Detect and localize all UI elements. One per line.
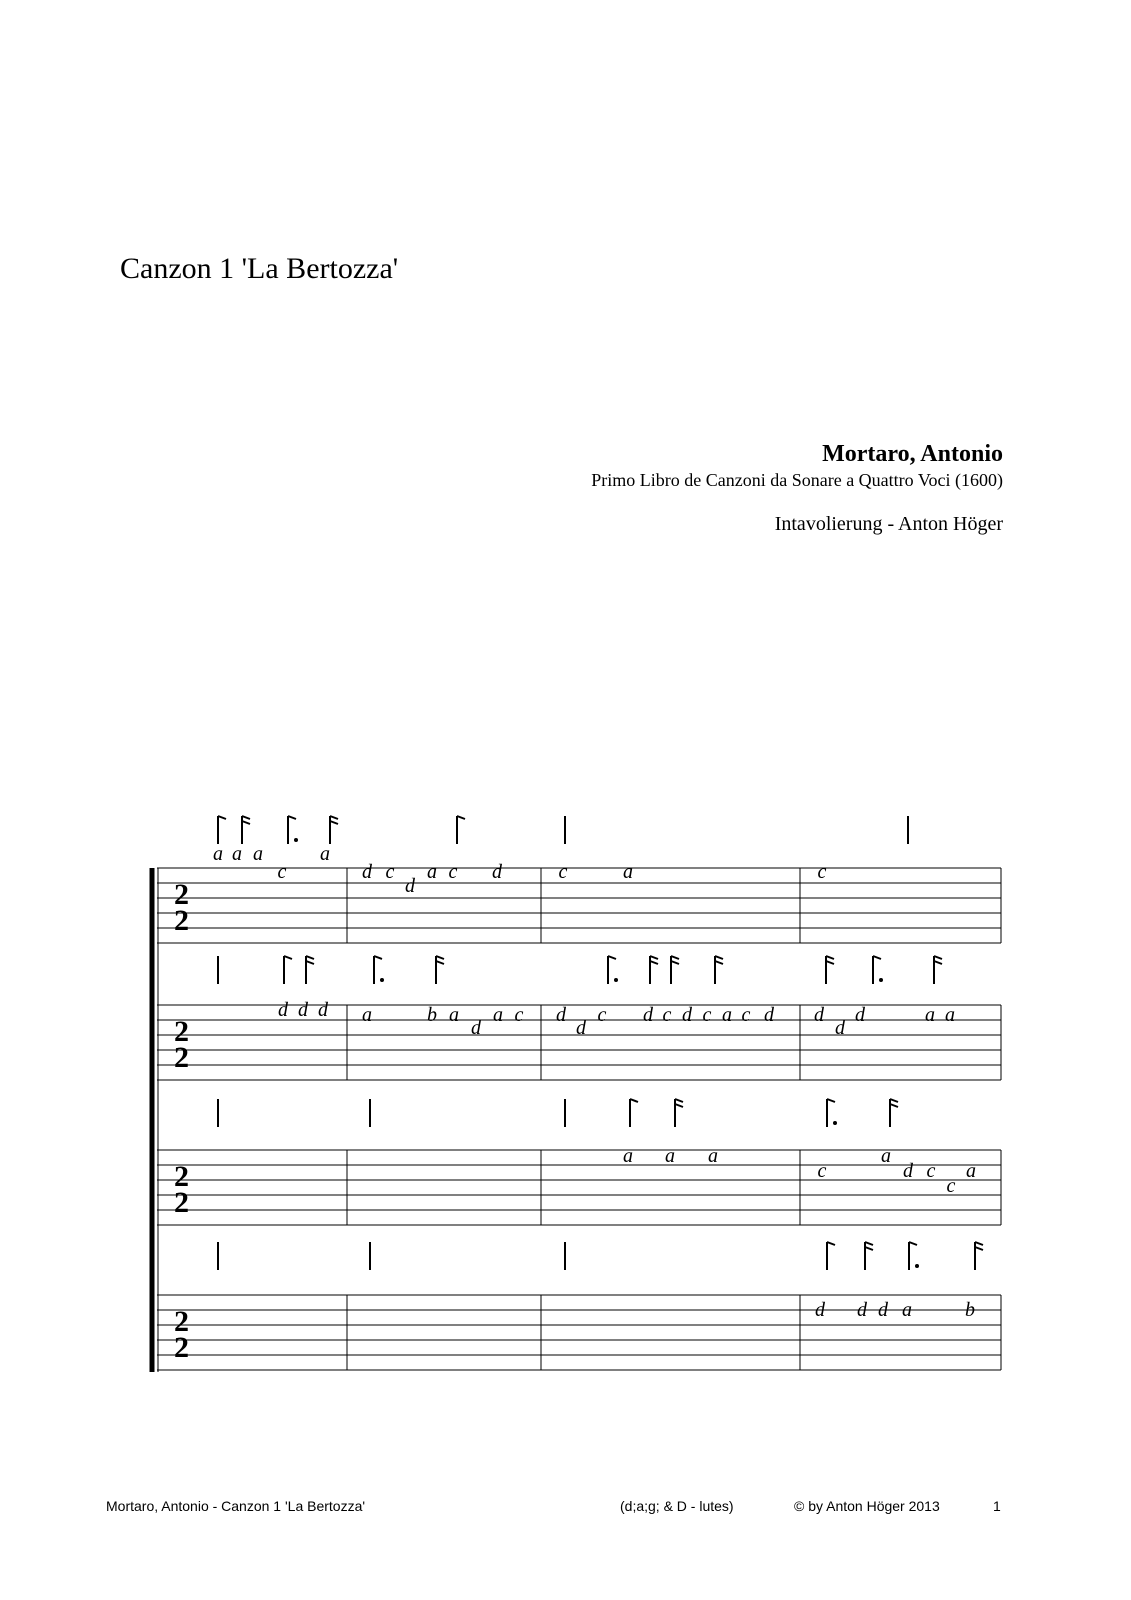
rhythm-flag	[890, 1104, 898, 1107]
rhythm-flag	[675, 1099, 683, 1102]
rhythm-flag	[650, 961, 658, 964]
rhythm-flag	[671, 956, 679, 959]
tab-letter: a	[362, 1004, 372, 1026]
rhythm-flag	[865, 1242, 873, 1245]
rhythm-flag	[374, 956, 382, 959]
rhythm-flag	[457, 816, 465, 819]
rhythm-flag	[909, 1242, 917, 1245]
tab-letter: b	[965, 1299, 975, 1321]
tab-letter: d	[857, 1299, 867, 1321]
time-signature-top: 2	[174, 1160, 189, 1193]
tab-letter: d	[643, 1004, 653, 1026]
tab-letter: c	[514, 1004, 524, 1026]
rhythm-flag	[242, 816, 250, 819]
time-signature-bottom: 2	[174, 904, 189, 937]
tab-letter: c	[597, 1004, 607, 1026]
tab-letter: a	[925, 1004, 935, 1026]
rhythm-flag	[715, 961, 723, 964]
tab-letter: a	[902, 1299, 912, 1321]
tab-letter: a	[708, 1145, 718, 1167]
tab-letter: c	[662, 1004, 672, 1026]
footer-copyright: © by Anton Höger 2013	[794, 1498, 940, 1514]
page-footer	[0, 1498, 1131, 1522]
time-signature-bottom: 2	[174, 1186, 189, 1219]
rhythm-flag	[630, 1099, 638, 1102]
footer-title: Mortaro, Antonio - Canzon 1 'La Bertozza'	[106, 1498, 366, 1514]
tab-letter: d	[814, 1004, 824, 1026]
tab-letter: d	[362, 861, 372, 883]
tab-letter: a	[881, 1145, 891, 1167]
time-signature-top: 2	[174, 1015, 189, 1048]
rhythm-flag	[873, 956, 881, 959]
tab-letter: b	[427, 1004, 437, 1026]
rhythm-flag	[650, 956, 658, 959]
rhythm-flag	[288, 816, 296, 819]
tab-letter: c	[448, 861, 458, 883]
tab-letter: c	[817, 1160, 827, 1182]
rhythm-dot	[614, 978, 618, 982]
rhythm-dot	[915, 1264, 919, 1268]
time-signature-top: 2	[174, 878, 189, 911]
rhythm-flag	[934, 961, 942, 964]
rhythm-flag	[890, 1099, 898, 1102]
rhythm-flag	[436, 961, 444, 964]
tab-letter: a	[623, 861, 633, 883]
page-number: 1	[993, 1498, 1001, 1514]
tab-letter: d	[278, 999, 288, 1021]
rhythm-flag	[330, 821, 338, 824]
tab-letter: a	[945, 1004, 955, 1026]
tab-letter: d	[556, 1004, 566, 1026]
tab-letter: c	[817, 861, 827, 883]
rhythm-dot	[380, 978, 384, 982]
source-publication: Primo Libro de Canzoni da Sonare a Quattro Voci (1600)	[591, 470, 1003, 490]
composer-name: Mortaro, Antonio	[822, 441, 1003, 467]
rhythm-flag	[284, 956, 292, 959]
tab-letter: a	[966, 1160, 976, 1182]
footer-instruments: (d;a;g; & D - lutes)	[620, 1498, 734, 1514]
rhythm-flag	[865, 1247, 873, 1250]
tab-letter: d	[298, 999, 308, 1021]
tab-letter: d	[471, 1017, 481, 1039]
tab-letter: d	[318, 999, 328, 1021]
tab-letter: a	[493, 1004, 503, 1026]
rhythm-flag	[975, 1247, 983, 1250]
rhythm-flag	[827, 1242, 835, 1245]
rhythm-dot	[294, 838, 298, 842]
tab-letter: a	[320, 843, 330, 865]
tab-letter: d	[576, 1017, 586, 1039]
time-signature-top: 2	[174, 1305, 189, 1338]
rhythm-flag	[608, 956, 616, 959]
tab-letter: d	[878, 1299, 888, 1321]
tab-letter: c	[702, 1004, 712, 1026]
rhythm-flag	[827, 1099, 835, 1102]
tab-letter: c	[926, 1160, 936, 1182]
rhythm-flag	[934, 956, 942, 959]
rhythm-dot	[879, 978, 883, 982]
tab-letter: d	[764, 1004, 774, 1026]
tab-letter: d	[903, 1160, 913, 1182]
tab-letter: c	[741, 1004, 751, 1026]
rhythm-flag	[975, 1242, 983, 1245]
tab-letter: d	[492, 861, 502, 883]
tab-letter: a	[427, 861, 437, 883]
tab-letter: c	[385, 861, 395, 883]
rhythm-flag	[330, 816, 338, 819]
tab-letter: d	[682, 1004, 692, 1026]
rhythm-flag	[242, 821, 250, 824]
rhythm-flag	[218, 816, 226, 819]
time-signature-bottom: 2	[174, 1331, 189, 1364]
tab-letter: c	[946, 1175, 956, 1197]
tab-letter: a	[722, 1004, 732, 1026]
tab-letter: a	[449, 1004, 459, 1026]
time-signature-bottom: 2	[174, 1041, 189, 1074]
rhythm-flag	[826, 961, 834, 964]
tab-letter: a	[253, 843, 263, 865]
rhythm-flag	[671, 961, 679, 964]
tab-letter: d	[835, 1017, 845, 1039]
tab-letter: d	[405, 875, 415, 897]
rhythm-flag	[306, 956, 314, 959]
tab-letter: a	[232, 843, 242, 865]
rhythm-flag	[436, 956, 444, 959]
tab-letter: c	[277, 861, 287, 883]
tab-letter: d	[815, 1299, 825, 1321]
rhythm-flag	[675, 1104, 683, 1107]
tab-letter: a	[665, 1145, 675, 1167]
tab-letter: a	[213, 843, 223, 865]
tab-letter: c	[558, 861, 568, 883]
rhythm-flag	[715, 956, 723, 959]
tab-letter: a	[623, 1145, 633, 1167]
rhythm-flag	[306, 961, 314, 964]
rhythm-flag	[826, 956, 834, 959]
tab-letter: d	[855, 1004, 865, 1026]
rhythm-dot	[833, 1121, 837, 1125]
arranger-credit: Intavolierung - Anton Höger	[774, 513, 1003, 535]
piece-title: Canzon 1 'La Bertozza'	[120, 252, 399, 285]
